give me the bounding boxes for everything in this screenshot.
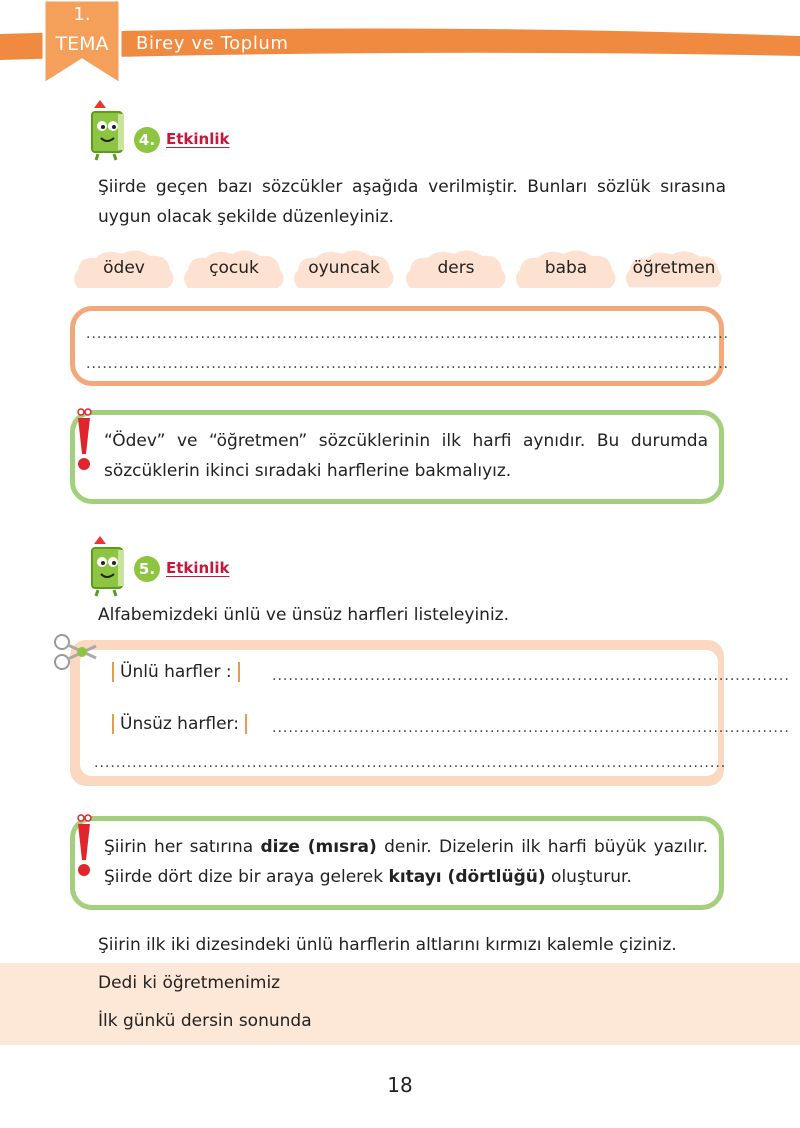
answer-line-1[interactable]: ...................................................................................................................... [86, 326, 730, 342]
activity-label: Etkinlik [166, 559, 230, 577]
note2-part2: denir. Dizelerin ilk harfi büyük yazılır. Şiirde dört dize bir araya gelerek [104, 837, 708, 887]
theme-number: 1. [73, 4, 91, 25]
activity6-instruction: Şiirin ilk iki dizesindeki ünlü harflerin altlarını kırmızı kalemle çiziniz. [98, 935, 677, 955]
word-cloud [70, 248, 178, 294]
poem-line-1: Dedi ki öğretmenimiz [98, 973, 281, 993]
word-cloud [402, 248, 510, 294]
activity-number-badge: 4. [134, 127, 160, 153]
exclamation-icon [70, 406, 98, 476]
word-oyuncak: oyuncak [308, 258, 380, 278]
note2-part3: oluşturur. [545, 867, 632, 887]
answer-line-2[interactable]: ...................................................................................................................... [86, 356, 730, 372]
book-mascot-icon [80, 98, 144, 162]
word-cloud [622, 248, 726, 294]
scissors-icon [52, 630, 100, 674]
exclamation-icon [70, 812, 98, 882]
activity-label: Etkinlik [166, 130, 230, 148]
word-cloud [180, 248, 288, 294]
word-cloud [512, 248, 620, 294]
activity5-instruction: Alfabemizdeki ünlü ve ünsüz harfleri listeleyiniz. [98, 605, 509, 625]
poem-line-2: İlk günkü dersin sonunda [98, 1011, 312, 1031]
vowels-answer-line[interactable]: ............................................................................................... [272, 668, 790, 684]
word-ogretmen: öğretmen [632, 258, 716, 278]
term-dize: dize (mısra) [260, 837, 377, 857]
word-cloud [290, 248, 398, 294]
note2-text [104, 832, 708, 892]
word-baba: baba [544, 258, 588, 278]
word-odev: ödev [103, 258, 145, 278]
vowels-label: Ünlü harfler : [112, 662, 240, 682]
word-ders: ders [437, 258, 475, 278]
word-cocuk: çocuk [209, 258, 259, 278]
activity-number-badge: 5. [134, 556, 160, 582]
theme-title: Birey ve Toplum [136, 33, 289, 54]
consonants-answer-line[interactable]: ............................................................................................... [272, 720, 790, 736]
term-kita: kıtayı (dörtlüğü) [388, 867, 546, 887]
answer-box [70, 306, 730, 386]
extra-answer-line[interactable]: .................................................................................................................... [94, 755, 727, 771]
theme-word: TEMA [55, 33, 109, 55]
note2-part1: Şiirin her satırına [104, 837, 261, 857]
page-number: 18 [387, 1073, 413, 1097]
note1-text: “Ödev” ve “öğretmen” sözcüklerinin ilk harfi aynıdır. Bu durumda sözcüklerin ikinci sıradaki harflerine bakmalıyız. [104, 431, 708, 481]
activity4-instruction: Şiirde geçen bazı sözcükler aşağıda verilmiştir. Bunları sözlük sırasına uygun olacak şekilde düzenleyiniz. [98, 177, 726, 227]
consonants-label: Ünsüz harfler: [112, 714, 247, 734]
